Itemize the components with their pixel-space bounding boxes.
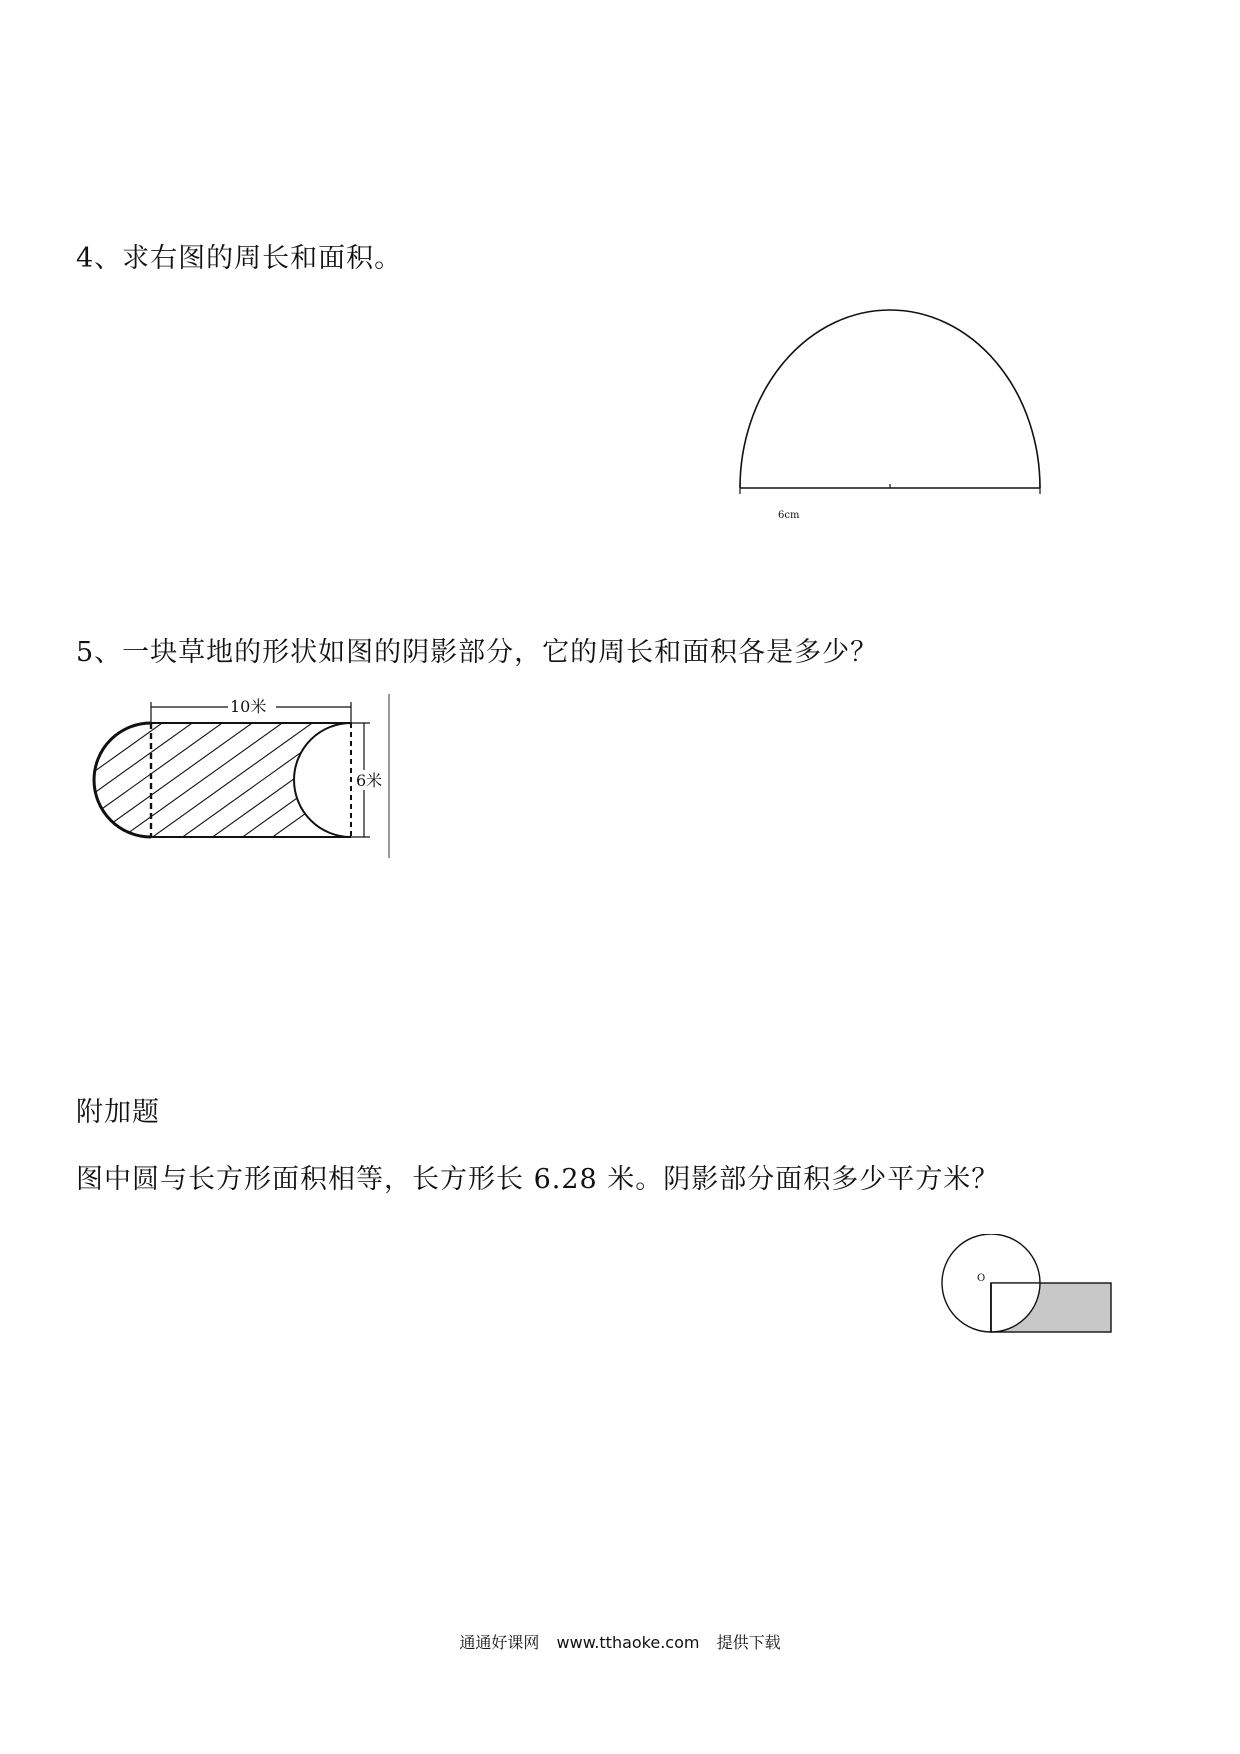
bonus-text: 图中圆与长方形面积相等，长方形长 6.28 米。阴影部分面积多少平方米？ bbox=[76, 1164, 1000, 1195]
length-label: 10米 bbox=[230, 697, 267, 716]
circle-rectangle-figure bbox=[930, 1234, 1130, 1344]
height-label: 6米 bbox=[356, 771, 383, 790]
lawn-right-semicircle bbox=[294, 723, 351, 837]
semicircle-figure bbox=[720, 300, 1060, 530]
semicircle-arc bbox=[740, 310, 1040, 488]
footer-suffix: 提供下载 bbox=[716, 1633, 781, 1652]
diameter-label: 6cm bbox=[778, 510, 800, 521]
question-4-text: 4、求右图的周长和面积。 bbox=[76, 243, 403, 274]
center-label: O bbox=[977, 1273, 986, 1284]
footer-site-name: 通通好课网 bbox=[459, 1633, 540, 1652]
question-5-text: 5、一块草地的形状如图的阴影部分，它的周长和面积各是多少？ bbox=[76, 637, 879, 668]
footer-url[interactable]: www.tthaoke.com bbox=[556, 1633, 700, 1652]
lawn-figure bbox=[88, 686, 408, 866]
page-footer bbox=[0, 1630, 1240, 1653]
bonus-heading: 附加题 bbox=[76, 1097, 160, 1128]
